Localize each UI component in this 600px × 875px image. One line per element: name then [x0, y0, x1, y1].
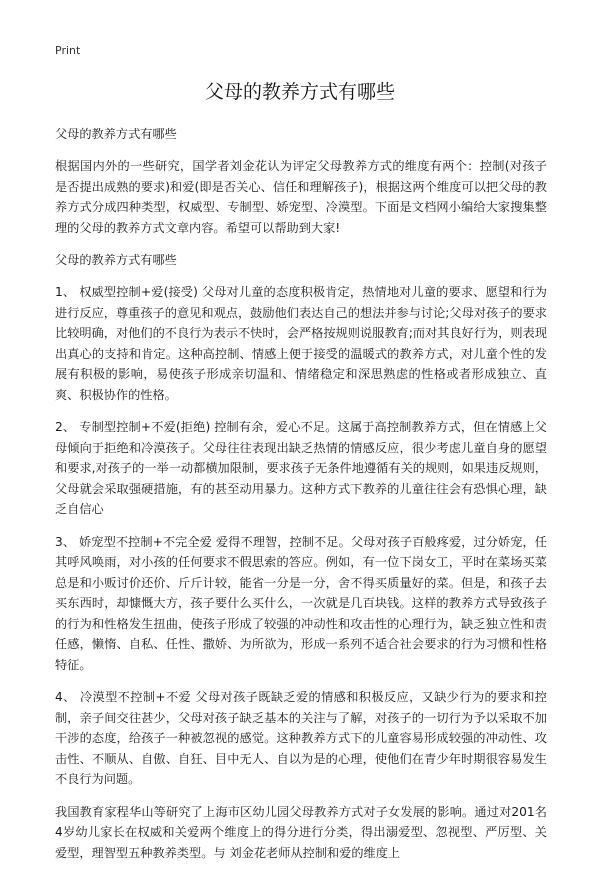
- paragraph-authoritarian: 2、 专制型控制+不爱(拒绝) 控制有余，爱心不足。这属于高控制教养方式，但在情感上父母倾向于拒绝和冷漠孩子。父母往往表现出缺乏热情的情感反应，很少考虑儿童自身的愿望和要求,对孩子的一举一动都横加限制，要求孩子无条件地遵循有关的规则，如果违反规则，父母就会采取强硬措施，有的甚至动用暴力。这种方式下教养的儿童往往会有恐惧心理，缺乏自信心: [55, 420, 547, 516]
- paragraph-authoritative: 1、 权威型控制+爱(接受) 父母对儿童的态度积极肯定，热情地对儿童的要求、愿望和行为进行反应，尊重孩子的意见和观点，鼓励他们表达自己的想法并参与讨论;父母对孩子的要求比较明确，对他们的不良行为表示不快时，会严格按规则说服教育;而对其良好行为，则表现出真心的支持和肯定。这种高控制、情感上便于接受的温暖式的教养方式，对儿童个性的发展有积极的影响，易使孩子形成亲切温和、情绪稳定和深思熟虑的性格或者形成独立、直爽、积极协作的性格。: [55, 285, 547, 402]
- paragraph-research: 我国教育家程华山等研究了上海市区幼儿园父母教养方式对子女发展的影响。通过对201名4岁幼儿家长在权威和关爱两个维度上的得分进行分类，得出溺爱型、忽视型、严厉型、关爱型，理智型五种教养类型。与 刘金花老师从控制和爱的维度上: [55, 804, 547, 860]
- document-title: 父母的教养方式有哪些: [204, 81, 395, 103]
- intro-paragraph: 根据国内外的一些研究，国学者刘金花认为评定父母教养方式的维度有两个：控制(对孩子是否提出成熟的要求)和爱(即是否关心、信任和理解孩子)，根据这两个维度可以把父母的教养方式分成四种类型，权威型、专制型、娇宠型、冷漠型。下面是文档网小编给大家搜集整理的父母的教养方式文章内容。希望可以帮助到大家!: [55, 159, 547, 235]
- paragraph-indulgent: 3、 娇宠型不控制+不完全爱 爱得不理智，控制不足。父母对孩子百般疼爱，过分娇宠，任其呼风唤雨，对小孩的任何要求不假思索的答应。例如，有一位下岗女工，平时在菜场买菜总是和小贩讨价还价、斤斤计较，能省一分是一分，舍不得买质量好的菜。但是，和孩子去买东西时，却慷慨大方，孩子要什么买什么，一次就是几百块钱。这样的教养方式导致孩子的行为和性格发生扭曲，使孩子形成了较强的冲动性和攻击性的心理行为，缺乏独立性和责任感，懒惰、自私、任性、撒娇、为所欲为，形成一系列不适合社会要求的行为习惯和性格特征。: [55, 534, 547, 672]
- print-label: Print: [55, 44, 81, 57]
- paragraph-neglectful: 4、 冷漠型不控制+不爱 父母对孩子既缺乏爱的情感和积极反应，又缺少行为的要求和控制，亲子间交往甚少，父母对孩子缺乏基本的关注与了解，对孩子的一切行为予以采取不加干涉的态度，给孩子一种被忽视的感觉。这种教养方式下的儿童容易形成较强的冲动性、攻击性、不顺从、自傲、自狂、目中无人、自以为是的心理，使他们在青少年时期很容易发生不良行为问题。: [55, 690, 547, 786]
- document-body: [55, 124, 547, 875]
- subheading: 父母的教养方式有哪些: [55, 253, 177, 267]
- subheading: 父母的教养方式有哪些: [55, 127, 177, 141]
